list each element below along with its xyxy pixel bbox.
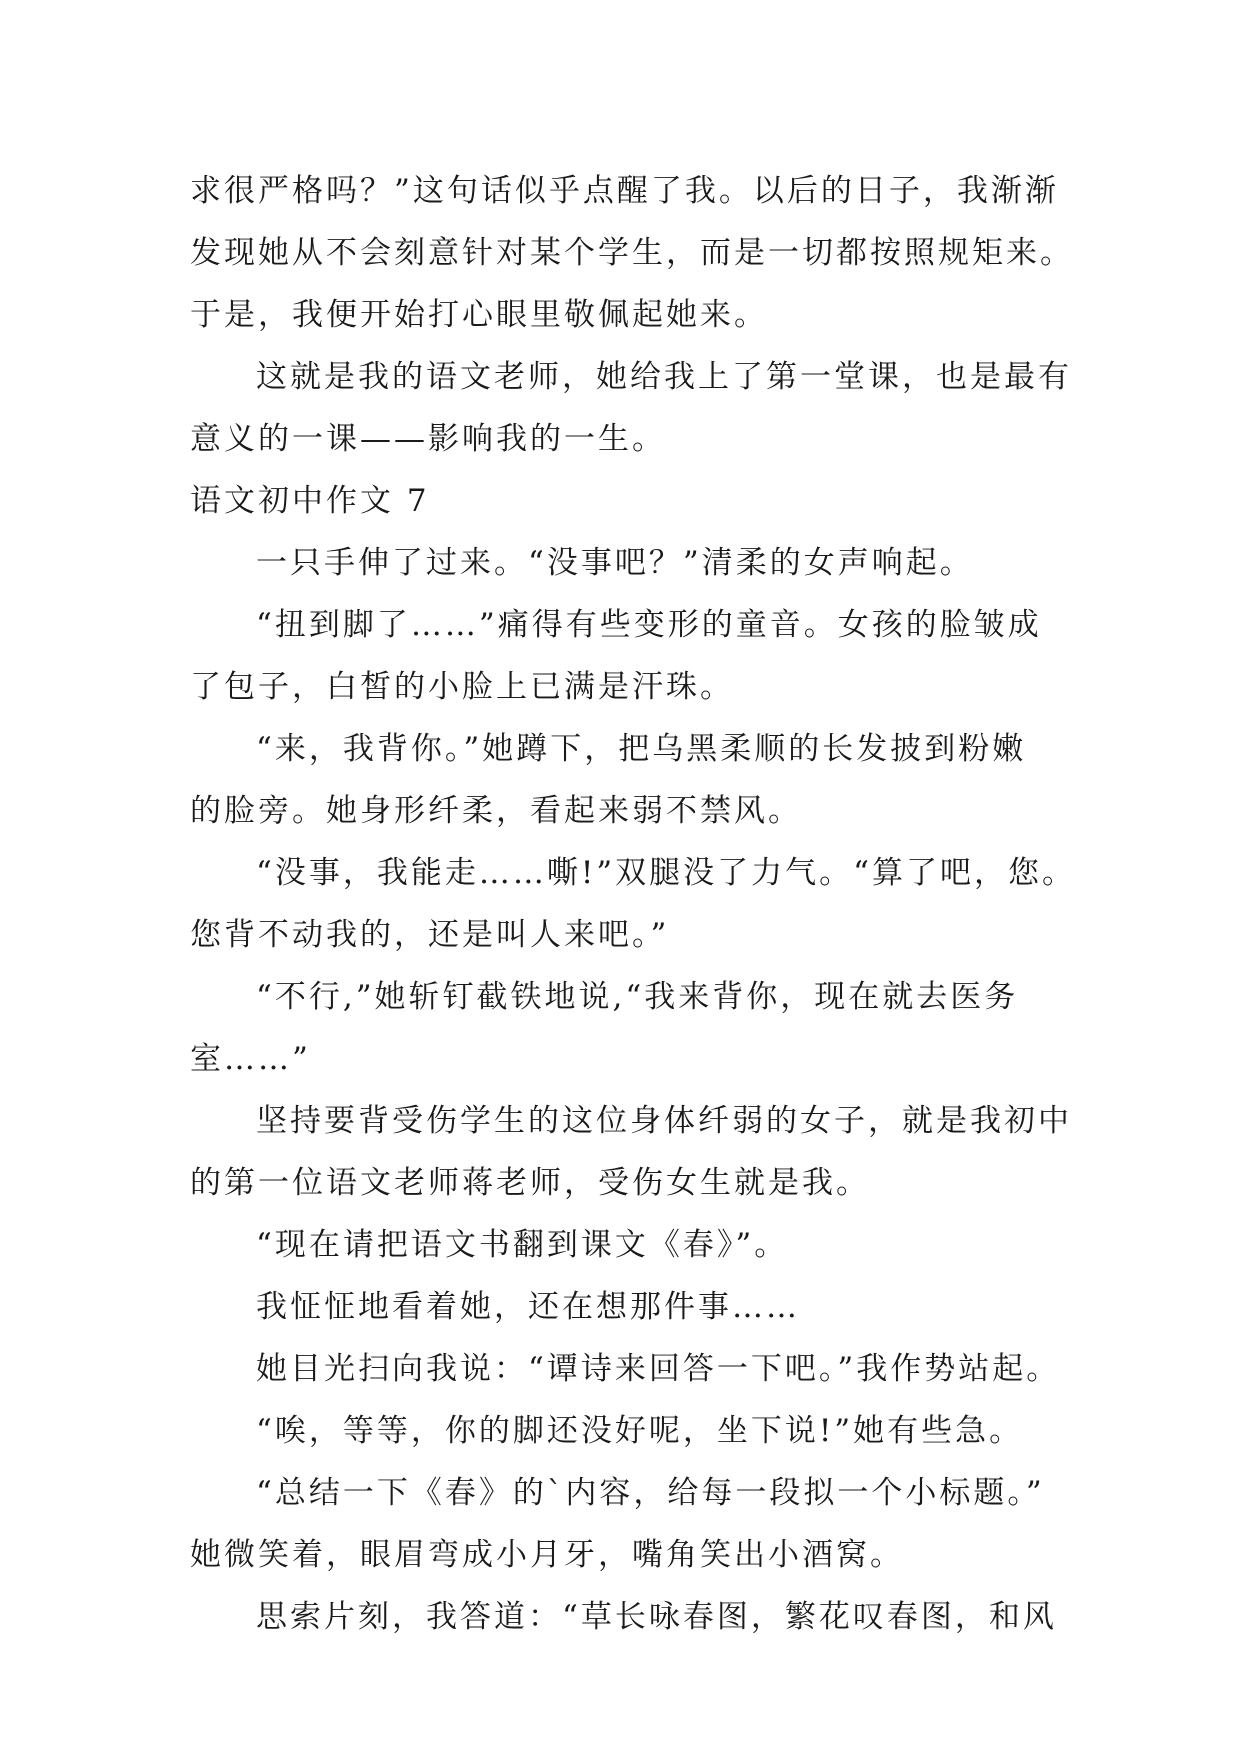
- text-line: 思索片刻，我答道：“草长咏春图，繁花叹春图，和风: [256, 1599, 1057, 1635]
- text-line: 室……”: [190, 1041, 311, 1077]
- text-line: 的第一位语文老师蒋老师，受伤女生就是我。: [190, 1165, 870, 1201]
- text-line: 于是，我便开始打心眼里敬佩起她来。: [190, 297, 768, 333]
- text-line: “唉，等等，你的脚还没好呢，坐下说!”她有些急。: [256, 1413, 1024, 1449]
- text-line: “扭到脚了……”痛得有些变形的童音。女孩的脸皱成: [256, 607, 1042, 643]
- document-body: [190, 160, 1076, 1648]
- text-line: “不行,”她斩钉截铁地说,“我来背你，现在就去医务: [256, 979, 1019, 1015]
- text-line: 您背不动我的，还是叫人来吧。”: [190, 917, 670, 953]
- text-line: 坚持要背受伤学生的这位身体纤弱的女子，就是我初中: [256, 1103, 1072, 1139]
- section-heading: 语文初中作文 7: [190, 483, 430, 519]
- text-line: “现在请把语文书翻到课文《春》”。: [256, 1227, 789, 1263]
- text-line: 发现她从不会刻意针对某个学生，而是一切都按照规矩来。: [190, 235, 1074, 271]
- text-line: 意义的一课——影响我的一生。: [190, 421, 666, 457]
- text-line: 我怔怔地看着她，还在想那件事……: [256, 1289, 800, 1325]
- text-line: 这就是我的语文老师，她给我上了第一堂课，也是最有: [256, 359, 1072, 395]
- text-line: “来，我背你。”她蹲下，把乌黑柔顺的长发披到粉嫩: [256, 731, 1027, 767]
- text-line: 她微笑着，眼眉弯成小月牙，嘴角笑出小酒窝。: [190, 1537, 904, 1573]
- text-line: “没事，我能走……嘶!”双腿没了力气。“算了吧，您。: [256, 855, 1076, 891]
- text-line: “总结一下《春》的`内容，给每一段拟一个小标题。”: [256, 1475, 1045, 1511]
- text-line: 求很严格吗？”这句话似乎点醒了我。以后的日子，我渐渐: [190, 173, 1059, 209]
- text-line: 的脸旁。她身形纤柔，看起来弱不禁风。: [190, 793, 802, 829]
- text-line: 了包子，白皙的小脸上已满是汗珠。: [190, 669, 734, 705]
- text-line: 一只手伸了过来。“没事吧？”清柔的女声响起。: [256, 545, 974, 581]
- text-line: 她目光扫向我说：“谭诗来回答一下吧。”我作势站起。: [256, 1351, 1061, 1387]
